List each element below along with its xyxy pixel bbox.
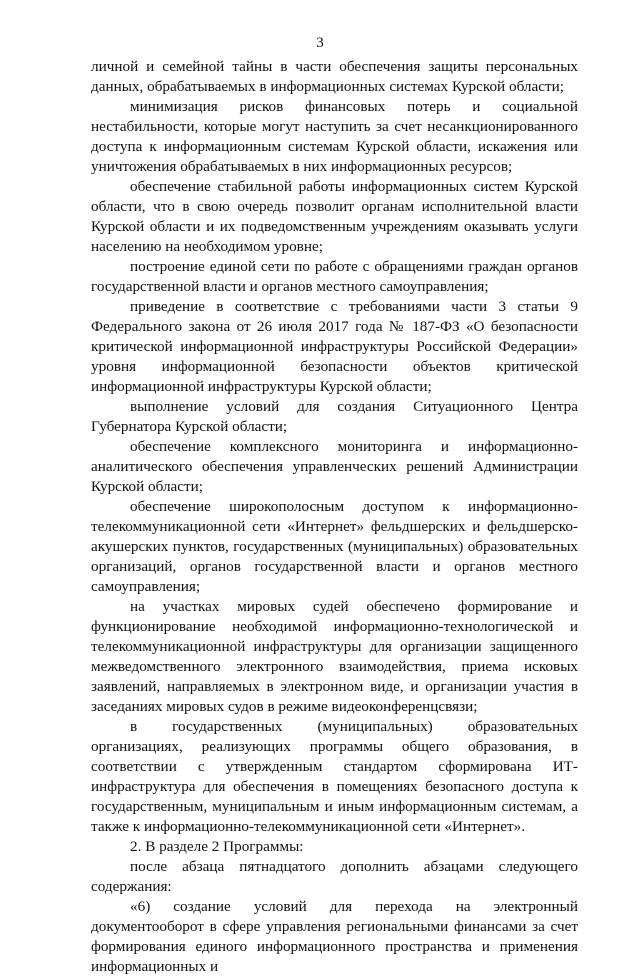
document-body bbox=[91, 57, 578, 977]
paragraph: построение единой сети по работе с обращениями граждан органов государственной власти и органов местного самоуправления; bbox=[91, 258, 578, 295]
paragraph: обеспечение широкополосным доступом к информационно-телекоммуникационной сети «Интернет» фельдшерских и фельдшерско-акушерских пунктов, государственных (муниципальных) образовательных организаций, органов государственной власти и органов местного самоуправления; bbox=[91, 498, 578, 595]
paragraph: личной и семейной тайны в части обеспечения защиты персональных данных, обрабатываемых в информационных системах Курской области; bbox=[91, 58, 578, 95]
paragraph: на участках мировых судей обеспечено формирование и функционирование необходимой информационно-технологической и телекоммуникационной инфраструктуры для организации защищенного межведомственного электронного взаимодействия, приема исковых заявлений, направляемых в электронном виде, и организации участия в заседаниях мировых судов в режиме видеоконференцсвязи; bbox=[91, 598, 578, 715]
paragraph: обеспечение комплексного мониторинга и информационно-аналитического обеспечения управленческих решений Администрации Курской области; bbox=[91, 438, 578, 495]
page-number: 3 bbox=[316, 35, 324, 51]
paragraph: минимизация рисков финансовых потерь и социальной нестабильности, которые могут наступить за счет несанкционированного доступа к информационным системам Курской области, искажения или уничтожения обрабатываемых в них информационных ресурсов; bbox=[91, 98, 578, 175]
paragraph: в государственных (муниципальных) образовательных организациях, реализующих программы общего образования, в соответствии с утвержденным стандартом сформирована ИТ-инфраструктура для обеспечения в помещениях безопасного доступа к государственным, муниципальным и иным информационным системам, а также к информационно-телекоммуникационной сети «Интернет». bbox=[91, 718, 578, 835]
paragraph: после абзаца пятнадцатого дополнить абзацами следующего содержания: bbox=[91, 858, 578, 895]
paragraph: выполнение условий для создания Ситуационного Центра Губернатора Курской области; bbox=[91, 398, 578, 435]
section-heading: 2. В разделе 2 Программы: bbox=[130, 838, 304, 855]
paragraph: «6) создание условий для перехода на электронный документооборот в сфере управления региональными финансами за счет формирования единого информационного пространства и применения информационных и bbox=[91, 898, 578, 975]
paragraph: приведение в соответствие с требованиями части 3 статьи 9 Федерального закона от 26 июля 2017 года № 187-ФЗ «О безопасности критической информационной инфраструктуры Российской Федерации» уровня информационной безопасности объектов критической информационной инфраструктуры Курской области; bbox=[91, 298, 578, 395]
paragraph: обеспечение стабильной работы информационных систем Курской области, что в свою очередь позволит органам исполнительной власти Курской области и их подведомственным учреждениям оказывать услуги населению на необходимом уровне; bbox=[91, 178, 578, 255]
